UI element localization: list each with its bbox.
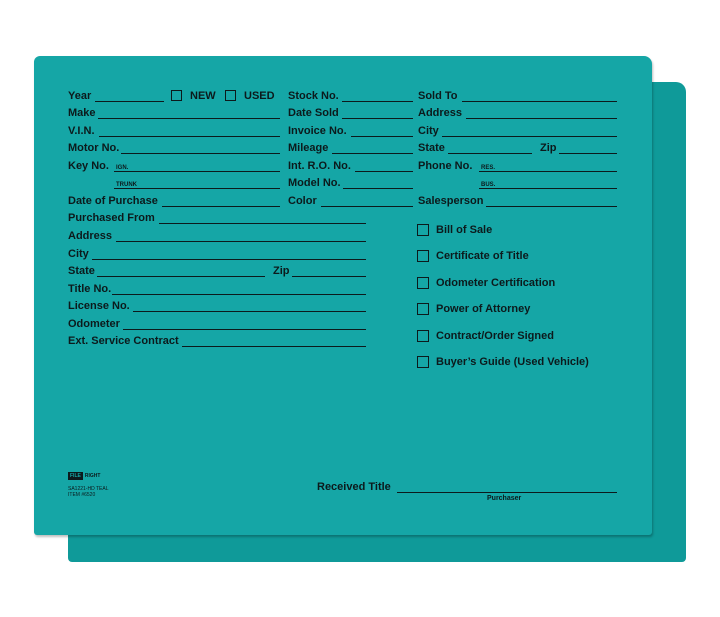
field-license-no[interactable] <box>133 311 366 312</box>
field-date-of-purchase[interactable] <box>162 206 280 207</box>
label-motor-no: Motor No. <box>68 142 120 154</box>
label-purchased-from: Purchased From <box>68 212 155 224</box>
checkbox-bill-of-sale[interactable] <box>417 224 429 236</box>
field-purchased-from[interactable] <box>159 223 366 224</box>
label-ext-service-contract: Ext. Service Contract <box>68 335 179 347</box>
label-res: RES. <box>481 165 496 171</box>
field-mileage[interactable] <box>332 153 413 154</box>
label-year: Year <box>68 90 92 102</box>
field-state[interactable] <box>97 276 265 277</box>
checkbox-buyers-guide[interactable] <box>417 356 429 368</box>
field-salesperson[interactable] <box>486 206 617 207</box>
field-received-title[interactable] <box>397 492 617 493</box>
checkbox-power-of-attorney[interactable] <box>417 303 429 315</box>
label-used: USED <box>244 90 275 102</box>
label-address-right: Address <box>418 107 463 119</box>
field-color[interactable] <box>321 206 413 207</box>
label-mileage: Mileage <box>288 142 329 154</box>
label-city: City <box>68 248 89 260</box>
brand-logo-mark: FILE <box>70 473 81 479</box>
field-city-right[interactable] <box>442 136 617 137</box>
label-make: Make <box>68 107 96 119</box>
label-title-no: Title No. <box>68 283 112 295</box>
check-label-buyers-guide: Buyer’s Guide (Used Vehicle) <box>436 356 589 368</box>
label-sold-to: Sold To <box>418 90 458 102</box>
brand-logo-text: RIGHT <box>84 473 101 479</box>
label-vin: V.I.N. <box>68 125 95 137</box>
field-address[interactable] <box>116 241 366 242</box>
check-label-power-of-attorney: Power of Attorney <box>436 303 531 315</box>
check-label-certificate-of-title: Certificate of Title <box>436 250 529 262</box>
field-year[interactable] <box>95 101 164 102</box>
label-zip-right: Zip <box>540 142 557 154</box>
item-number: ITEM #6520 <box>68 492 96 498</box>
field-state-right[interactable] <box>448 153 532 154</box>
field-int-ro-no[interactable] <box>355 171 413 172</box>
field-sold-to[interactable] <box>462 101 617 102</box>
label-license-no: License No. <box>68 300 130 312</box>
brand-logo <box>68 472 100 480</box>
checkbox-certificate-of-title[interactable] <box>417 250 429 262</box>
field-title-no[interactable] <box>112 294 366 295</box>
label-ign: IGN. <box>116 165 129 171</box>
field-stock-no[interactable] <box>342 101 413 102</box>
label-state-right: State <box>418 142 445 154</box>
field-ext-service-contract[interactable] <box>182 346 366 347</box>
label-state: State <box>68 265 95 277</box>
label-int-ro-no: Int. R.O. No. <box>288 160 351 172</box>
field-key-ign[interactable] <box>114 171 280 172</box>
checkbox-contract-order-signed[interactable] <box>417 330 429 342</box>
field-date-sold[interactable] <box>342 118 413 119</box>
label-trunk: TRUNK <box>116 182 137 188</box>
label-new: NEW <box>190 90 216 102</box>
field-invoice-no[interactable] <box>351 136 413 137</box>
label-phone-no: Phone No. <box>418 160 473 172</box>
label-stock-no: Stock No. <box>288 90 339 102</box>
label-address: Address <box>68 230 113 242</box>
label-city-right: City <box>418 125 439 137</box>
product-code: SA1221-HD TEAL <box>68 486 109 492</box>
check-label-bill-of-sale: Bill of Sale <box>436 224 493 236</box>
checkbox-new[interactable] <box>171 90 182 101</box>
checkbox-used[interactable] <box>225 90 236 101</box>
field-make[interactable] <box>98 118 280 119</box>
label-zip: Zip <box>273 265 290 277</box>
label-odometer: Odometer <box>68 318 120 330</box>
label-date-of-purchase: Date of Purchase <box>68 195 158 207</box>
field-motor-no[interactable] <box>121 153 280 154</box>
field-model-no[interactable] <box>343 188 413 189</box>
field-key-trunk[interactable] <box>114 188 280 189</box>
label-bus: BUS. <box>481 182 496 188</box>
field-vin[interactable] <box>99 136 280 137</box>
label-key-no: Key No. <box>68 160 109 172</box>
checkbox-odometer-certification[interactable] <box>417 277 429 289</box>
label-model-no: Model No. <box>288 177 341 189</box>
field-zip-right[interactable] <box>559 153 617 154</box>
label-color: Color <box>288 195 317 207</box>
label-date-sold: Date Sold <box>288 107 339 119</box>
check-label-odometer-certification: Odometer Certification <box>436 277 556 289</box>
check-label-contract-order-signed: Contract/Order Signed <box>436 330 554 342</box>
field-address-right[interactable] <box>466 118 617 119</box>
field-zip[interactable] <box>292 276 366 277</box>
label-received-title: Received Title <box>317 481 391 493</box>
field-city[interactable] <box>92 259 366 260</box>
field-phone-bus[interactable] <box>479 188 617 189</box>
label-invoice-no: Invoice No. <box>288 125 347 137</box>
label-purchaser: Purchaser <box>487 495 522 502</box>
field-phone-res[interactable] <box>479 171 617 172</box>
label-salesperson: Salesperson <box>418 195 484 207</box>
field-odometer[interactable] <box>123 329 366 330</box>
